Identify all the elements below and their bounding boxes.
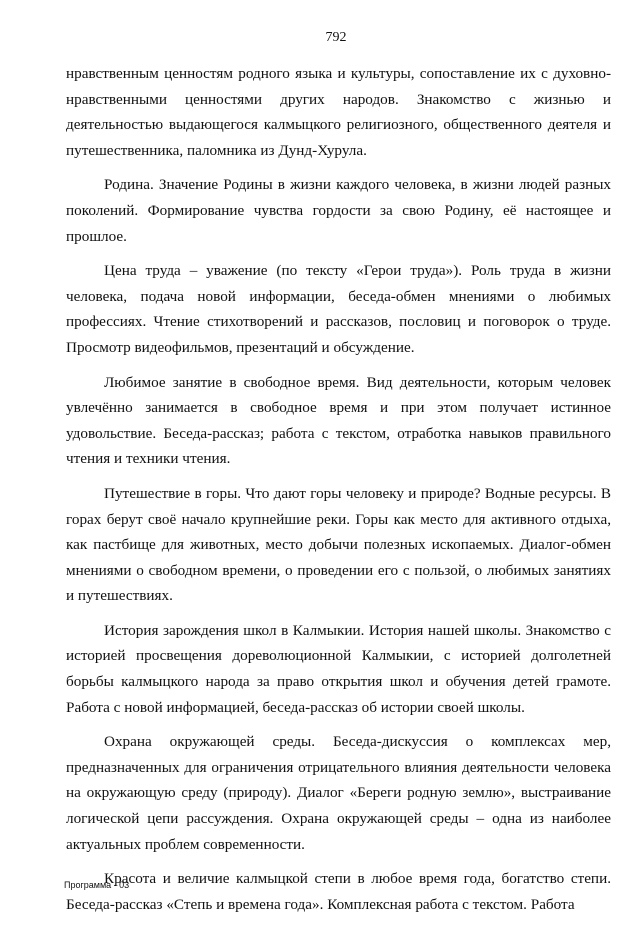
paragraph-lyubimoe-zanyatie: Любимое занятие в свободное время. Вид деятельности, которым человек увлечённо занимается в свободное время и при этом получает истинное удовольствие. Беседа-рассказ; работа с текстом, отработка навыков правильного чтения и техники чтения. <box>66 373 611 468</box>
body-text <box>66 61 611 926</box>
paragraph-rodina: Родина. Значение Родины в жизни каждого человека, в жизни людей разных поколений. Формирование чувства гордости за свою Родину, её настоящее и прошлое. <box>66 176 611 245</box>
paragraph-cena-truda: Цена труда – уважение (по тексту «Герои труда»). Роль труда в жизни человека, подача новой информации, беседа-обмен мнениями о любимых профессиях. Чтение стихотворений и рассказов, пословиц и поговорок о труде. Просмотр видеофильмов, презентаций и обсуждение. <box>66 262 611 356</box>
paragraph-okhrana-sredy: Охрана окружающей среды. Беседа-дискуссия о комплексах мер, предназначенных для ограничения отрицательного влияния деятельности человека на окружающую среду (природу). Диалог «Береги родную землю», выстраивание логической цепи рассуждения. Охрана окружающей среды – одна из наиболее актуальных проблем современности. <box>66 733 611 853</box>
page-number: 792 <box>325 30 347 45</box>
paragraph-istoriya-shkol: История зарождения школ в Калмыкии. История нашей школы. Знакомство с историей просвещения дореволюционной Калмыкии, с историей долголетней борьбы калмыцкого народа за право открытия школ и обучения детей грамоте. Работа с новой информацией, беседа-рассказ об истории своей школы. <box>66 621 611 716</box>
footer-label: Программа - 03 <box>64 880 130 890</box>
paragraph-puteshestvie-v-gory: Путешествие в горы. Что дают горы человеку и природе? Водные ресурсы. В горах берут своё начало крупнейшие реки. Горы как место для активного отдыха, как пастбище для животных, место добычи полезных ископаемых. Диалог-обмен мнениями о свободном времени, о проведении его с пользой, о любимых занятиях и путешествиях. <box>66 484 611 605</box>
paragraph-krasota-stepi: Красота и величие калмыцкой степи в любое время года, богатство степи. Беседа-рассказ «Степь и времена года». Комплексная работа с текстом. Работа <box>66 870 611 913</box>
paragraph-continuation: нравственным ценностям родного языка и культуры, сопоставление их с духовно-нравственными ценностями других народов. Знакомство с жизнью и деятельностью выдающегося калмыцкого религиозного, общественного деятеля и путешественника, паломника из Дунд-Хурула. <box>66 65 611 159</box>
